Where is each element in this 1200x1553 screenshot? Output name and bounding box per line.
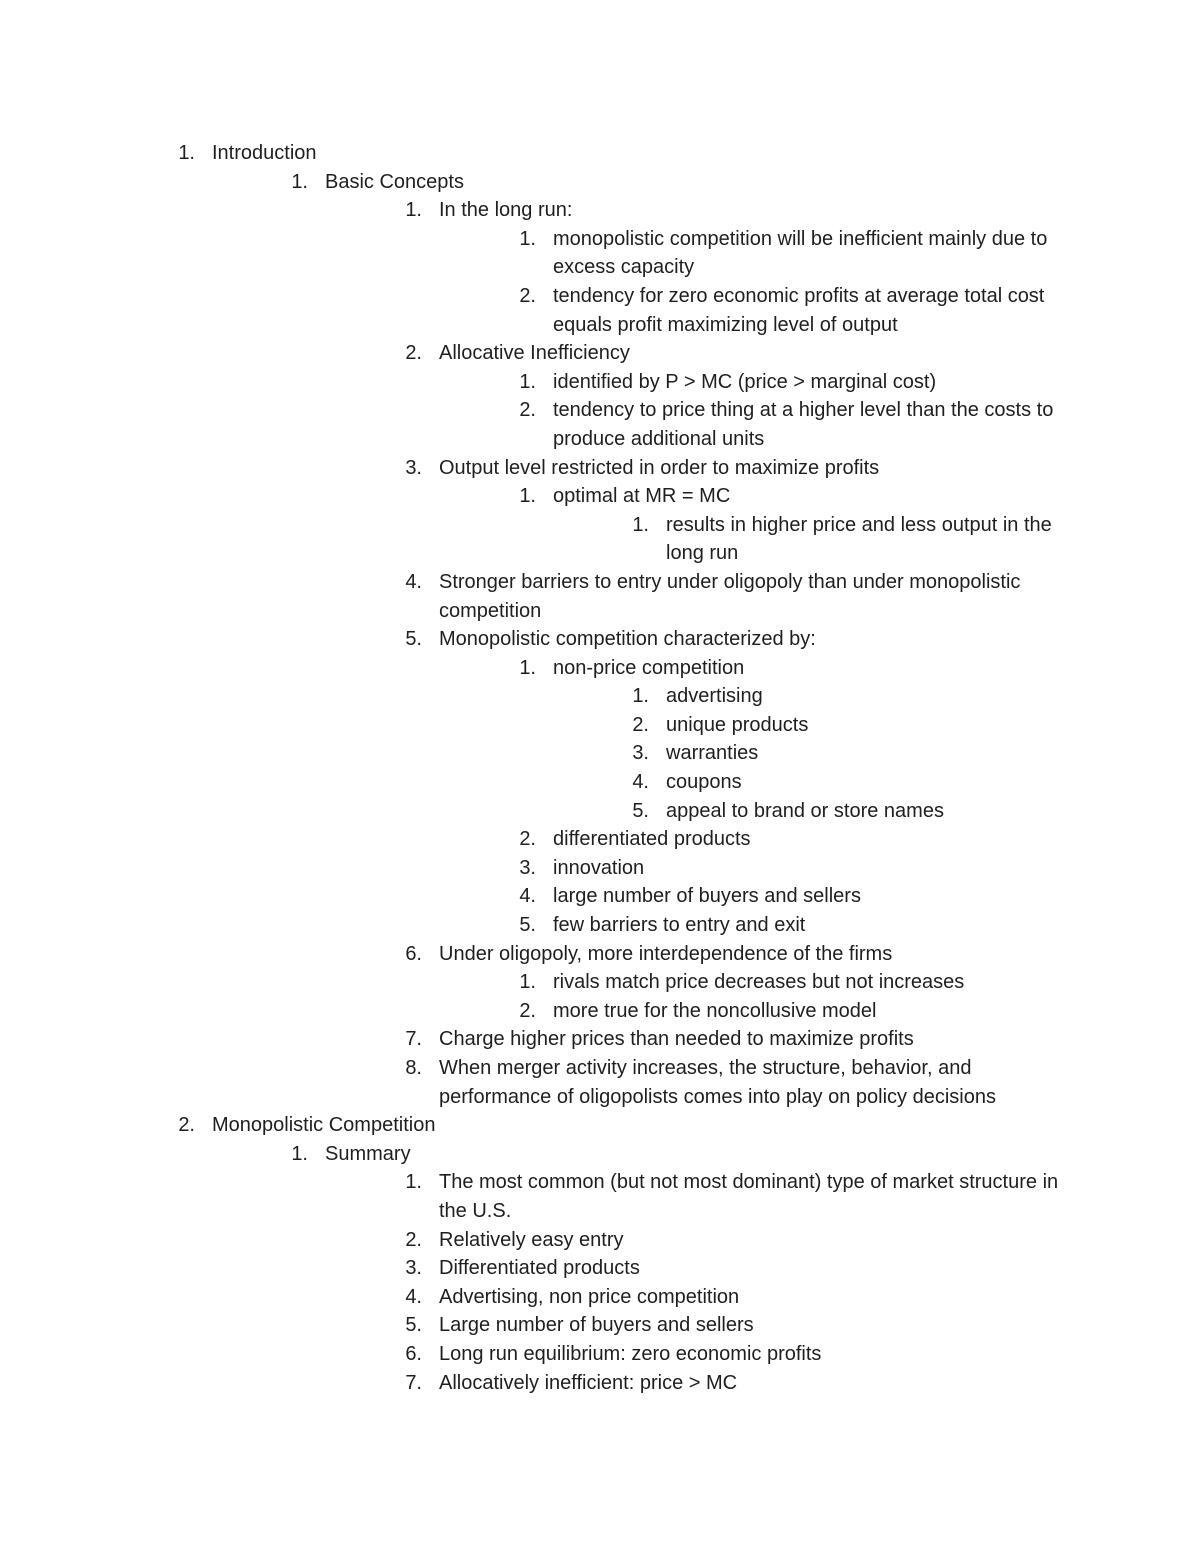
outline-item — [0, 1226, 1200, 1255]
outline-item-number: 2. — [519, 284, 536, 307]
outline-item-text: results in higher price and less output in the long run — [666, 513, 1052, 565]
outline-item — [0, 1340, 1200, 1369]
outline-item — [0, 940, 1200, 969]
outline-item-number: 1. — [519, 656, 536, 679]
outline-item — [0, 1025, 1200, 1054]
outline-item — [0, 168, 1200, 197]
outline-item — [0, 625, 1200, 654]
outline-item-text: Monopolistic competition characterized by: — [439, 628, 816, 651]
outline-item-number: 2. — [519, 828, 536, 851]
outline-item-number: 2. — [178, 1114, 195, 1137]
outline-item-text: innovation — [553, 856, 645, 879]
outline-item — [0, 196, 1200, 225]
outline-item-text: appeal to brand or store names — [666, 799, 944, 822]
outline-item — [0, 368, 1200, 397]
outline-item-text: In the long run: — [439, 199, 573, 222]
outline-item-text: Output level restricted in order to maximize profits — [439, 456, 880, 479]
outline-item-text: Under oligopoly, more interdependence of the firms — [439, 942, 893, 965]
outline-item — [0, 968, 1200, 997]
outline-item-text: coupons — [666, 771, 742, 794]
outline-item-number: 2. — [519, 999, 536, 1022]
outline-item — [0, 282, 1200, 339]
outline-item-text: When merger activity increases, the structure, behavior, and performance of oligopolists comes into play on policy decisions — [439, 1057, 996, 1108]
outline-item-text: Relatively easy entry — [439, 1228, 624, 1251]
outline-item — [0, 454, 1200, 483]
outline-item-number: 6. — [405, 1342, 422, 1365]
outline-item-text: Charge higher prices than needed to maximize profits — [439, 1028, 914, 1051]
outline-item-number: 1. — [632, 513, 649, 536]
outline-item-text: Advertising, non price competition — [439, 1285, 740, 1308]
outline-item-number: 1. — [405, 1171, 422, 1194]
outline-item-text: unique products — [666, 713, 809, 736]
outline-item-number: 3. — [519, 856, 536, 879]
outline-item-number: 8. — [405, 1057, 422, 1079]
outline-item — [0, 1168, 1200, 1225]
outline-item-text: identified by P > MC (price > marginal cost) — [553, 370, 937, 393]
outline-item — [0, 654, 1200, 683]
outline-item — [0, 1369, 1200, 1398]
outline-item-number: 7. — [405, 1371, 422, 1394]
outline-item-text: Monopolistic Competition — [212, 1114, 436, 1137]
outline-item-number: 3. — [632, 742, 649, 765]
outline-item-number: 1. — [291, 170, 308, 193]
outline-item-text: monopolistic competition will be inefficient mainly due to excess capacity — [553, 227, 1048, 279]
outline-item-text: Long run equilibrium: zero economic profits — [439, 1342, 822, 1365]
outline-item-number: 1. — [519, 971, 536, 994]
outline-item-text: large number of buyers and sellers — [553, 885, 861, 908]
outline-item-text: non-price competition — [553, 656, 745, 679]
outline-item-text: more true for the noncollusive model — [553, 999, 877, 1022]
outline-item — [0, 1283, 1200, 1312]
outline-item-number: 4. — [519, 885, 536, 908]
outline-item — [0, 825, 1200, 854]
outline-item-text: Large number of buyers and sellers — [439, 1314, 754, 1337]
outline-item-number: 5. — [519, 914, 536, 937]
outline-item — [0, 1054, 1200, 1111]
outline-item-text: rivals match price decreases but not increases — [553, 971, 965, 994]
outline-item — [0, 997, 1200, 1026]
outline-item-text: optimal at MR = MC — [553, 485, 731, 508]
outline-item — [0, 1311, 1200, 1340]
outline-item — [0, 911, 1200, 940]
outline-item-number: 1. — [519, 485, 536, 508]
outline-item — [0, 682, 1200, 711]
outline-item-text: The most common (but not most dominant) type of market structure in the U.S. — [439, 1171, 1059, 1222]
outline-item-text: Differentiated products — [439, 1257, 640, 1280]
outline-item-number: 1. — [405, 199, 422, 222]
outline-item-number: 1. — [519, 227, 536, 250]
outline-item-text: Allocative Inefficiency — [439, 342, 630, 365]
outline-item — [0, 225, 1200, 282]
outline-item-number: 3. — [405, 456, 422, 479]
outline-item — [0, 1254, 1200, 1283]
outline-item — [0, 139, 1200, 168]
outline-item-number: 3. — [405, 1257, 422, 1280]
outline-item-text: tendency for zero economic profits at average total cost equals profit maximizing level of output — [553, 284, 1045, 336]
outline-item-text: Stronger barriers to entry under oligopoly than under monopolistic competition — [439, 570, 1021, 622]
outline-item — [0, 1111, 1200, 1140]
outline-item-text: few barriers to entry and exit — [553, 914, 806, 937]
outline-item-text: Summary — [325, 1142, 411, 1165]
outline-item-text: Basic Concepts — [325, 170, 464, 193]
outline-item — [0, 882, 1200, 911]
outline-item — [0, 739, 1200, 768]
outline-item — [0, 339, 1200, 368]
outline-item-number: 1. — [632, 685, 649, 708]
outline-item-number: 5. — [405, 628, 422, 651]
outline-item-text: warranties — [666, 742, 759, 765]
outline-item-number: 2. — [519, 399, 536, 422]
outline-item-text: advertising — [666, 685, 763, 708]
outline-item-text: tendency to price thing at a higher level than the costs to produce additional units — [553, 399, 1054, 450]
outline-item — [0, 396, 1200, 453]
outline-item-number: 5. — [405, 1314, 422, 1337]
outline-item-text: differentiated products — [553, 828, 751, 851]
document-page — [0, 139, 1200, 1397]
outline-item — [0, 711, 1200, 740]
outline-item — [0, 797, 1200, 826]
outline-item-number: 1. — [178, 142, 195, 164]
outline-item — [0, 482, 1200, 511]
outline-item — [0, 768, 1200, 797]
outline-item — [0, 568, 1200, 625]
outline-item-number: 4. — [405, 570, 422, 593]
outline-item-number: 6. — [405, 942, 422, 965]
outline-item — [0, 511, 1200, 568]
outline-item — [0, 1140, 1200, 1169]
outline-item-number: 7. — [405, 1028, 422, 1051]
outline-item-text: Allocatively inefficient: price > MC — [439, 1371, 738, 1394]
outline-item-number: 4. — [632, 771, 649, 794]
outline-item-number: 2. — [405, 342, 422, 365]
outline-item-number: 5. — [632, 799, 649, 822]
outline-item-number: 2. — [405, 1228, 422, 1251]
outline-item-number: 2. — [632, 713, 649, 736]
outline-item-number: 4. — [405, 1285, 422, 1308]
outline-item-text: Introduction — [212, 142, 317, 164]
outline-item-number: 1. — [291, 1142, 308, 1165]
outline-item-number: 1. — [519, 370, 536, 393]
outline-item — [0, 854, 1200, 883]
